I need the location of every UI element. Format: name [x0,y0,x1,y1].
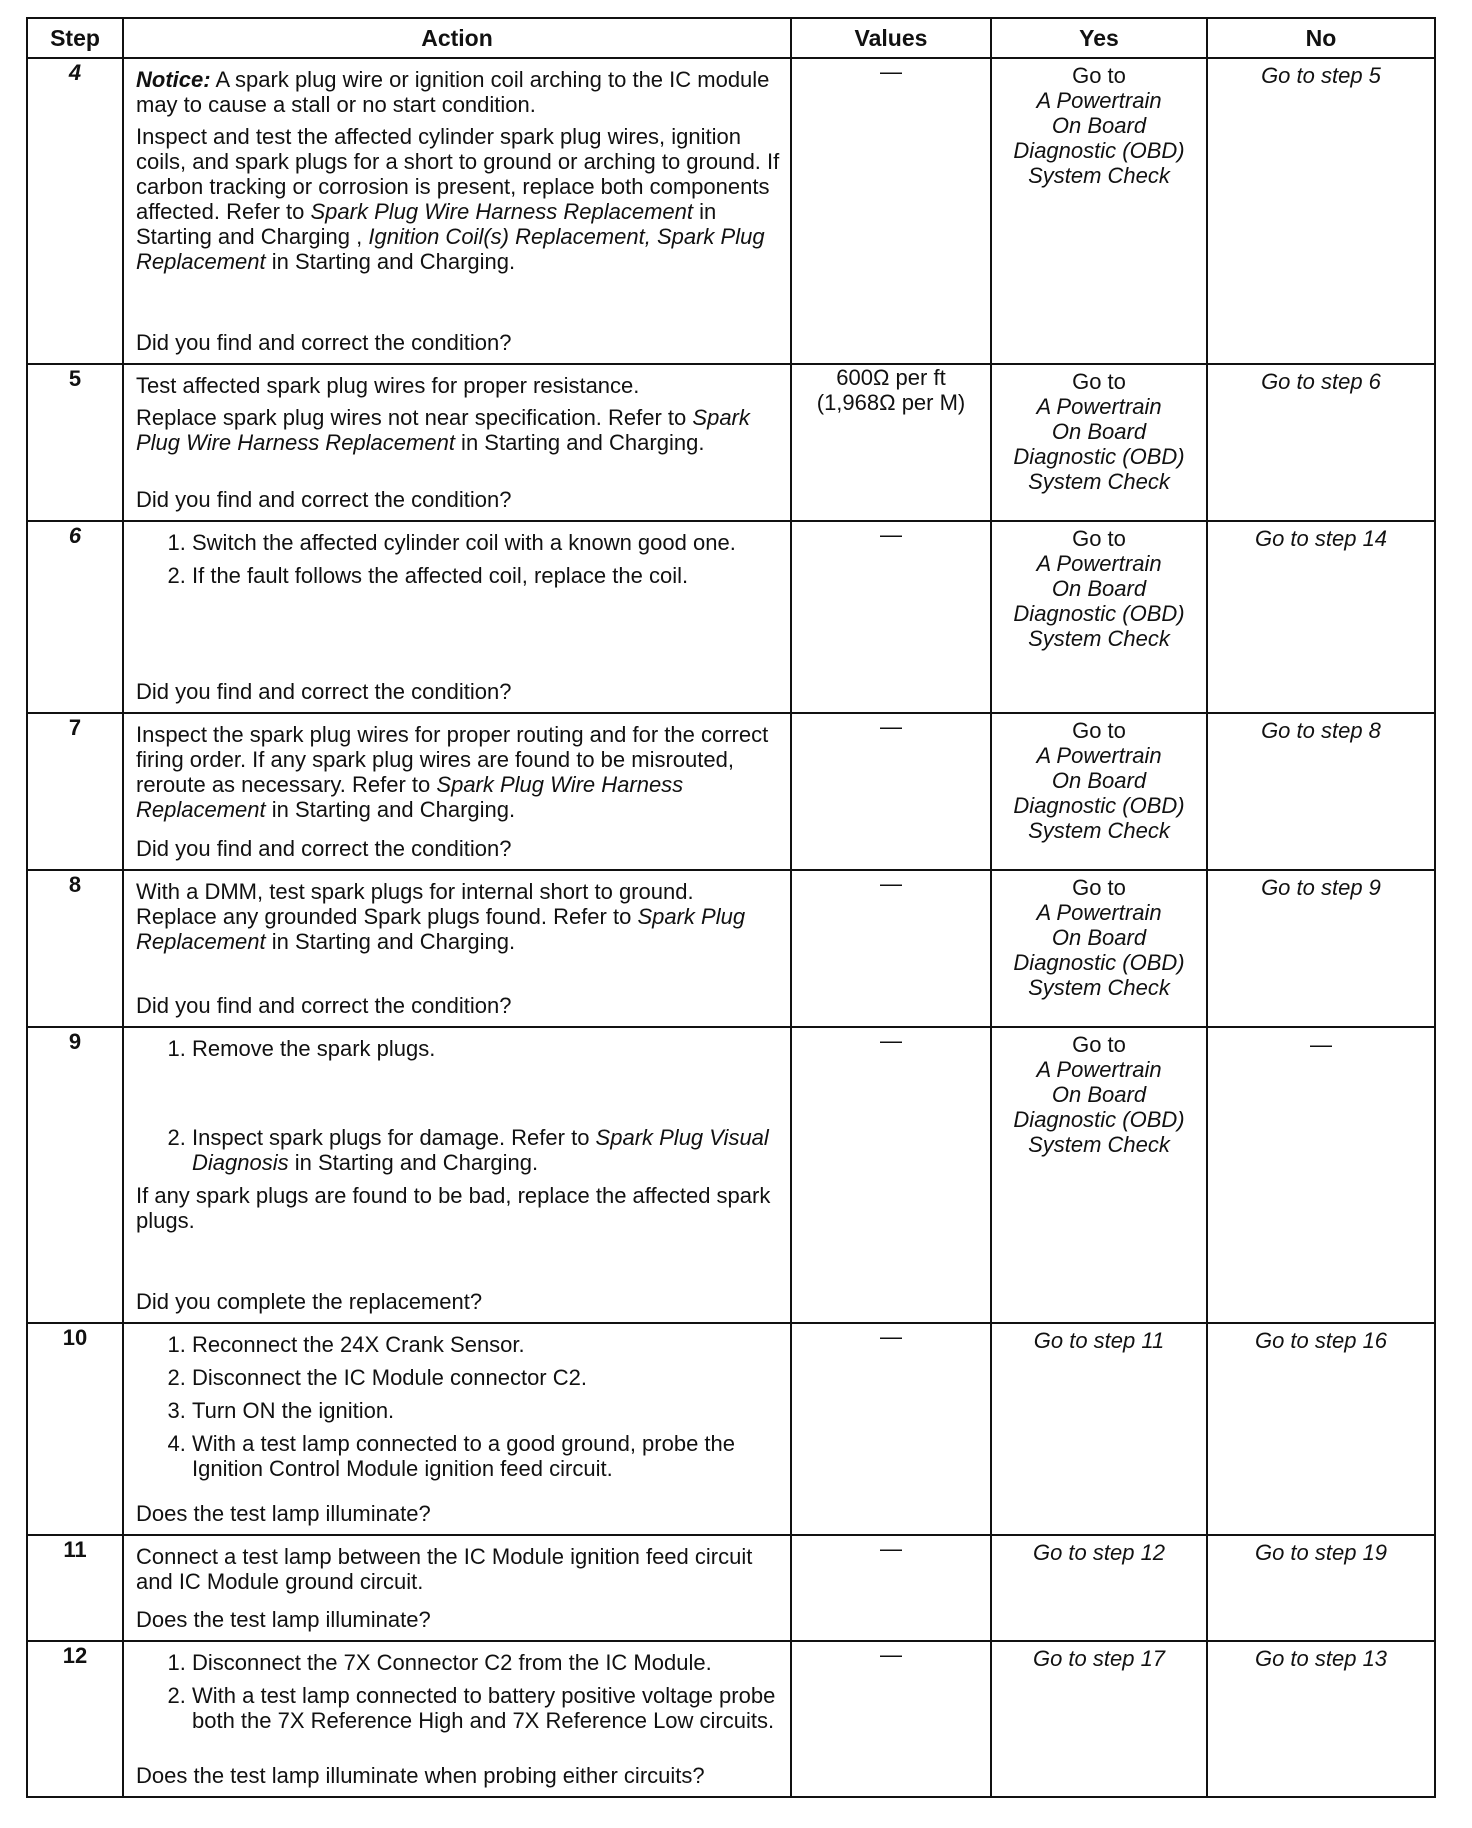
question-text: Did you find and correct the condition? [136,487,512,512]
diagnostic-table [26,17,1436,1798]
yes-goto: Go to [1072,63,1126,88]
yes-target: System Check [1028,163,1170,188]
yes-target: On Board [1051,1082,1147,1107]
header-no: No [1207,18,1435,58]
question-text: Did you find and correct the condition? [136,993,512,1018]
table-row-step-12 [27,1641,1435,1797]
list-item: 4. With a test lamp connected to a good ground, probe the Ignition Control Module ignition feed circuit. [192,1431,780,1481]
table-row-step-5 [27,364,1435,521]
question-text: Does the test lamp illuminate when probing either circuits? [136,1763,705,1788]
table-row-step-11 [27,1535,1435,1641]
notice-label: Notice: [136,67,211,92]
yes-target: A Powertrain [1036,1057,1162,1082]
yes-target: Diagnostic (OBD) [1013,1107,1185,1132]
instruction-text: Replace spark plug wires not near specification. Refer to [136,405,693,430]
no-cell: — [1207,1027,1435,1323]
action-cell [123,1535,791,1641]
yes-goto: Go to [1072,1032,1126,1057]
resistance-value: 600Ω per ft [836,365,946,390]
no-cell: Go to step 9 [1207,870,1435,1027]
step-number: 11 [27,1535,123,1641]
instruction-text: Inspect spark plugs for damage. Refer to [192,1125,596,1150]
values-cell: — [791,713,991,870]
instruction-list [136,1332,780,1489]
instruction-text: Inspect and test the affected cylinder spark plug wires, ignition coils, and spark plugs for a short to ground or arching to ground. If carbon tracking or corrosion is present, replace both components affected. Refer to [136,124,780,224]
question-text: Did you find and correct the condition? [136,836,512,861]
step-number: 5 [27,364,123,521]
yes-cell [991,713,1207,870]
yes-cell [991,870,1207,1027]
values-cell: — [791,521,991,713]
step-number: 6 [27,521,123,713]
step-number: 12 [27,1641,123,1797]
yes-cell: Go to step 17 [991,1641,1207,1797]
action-cell [123,1641,791,1797]
question-text: Does the test lamp illuminate? [136,1501,431,1526]
yes-target: Diagnostic (OBD) [1013,793,1185,818]
header-action: Action [123,18,791,58]
instruction-paragraph [136,722,780,822]
yes-target: On Board [1051,419,1147,444]
yes-target: On Board [1051,925,1147,950]
yes-target: On Board [1051,576,1147,601]
action-cell [123,58,791,364]
yes-target: On Board [1051,768,1147,793]
yes-target: A Powertrain [1036,88,1162,113]
yes-target: A Powertrain [1036,394,1162,419]
yes-target: Diagnostic (OBD) [1013,138,1185,163]
no-cell: Go to step 19 [1207,1535,1435,1641]
table-row-step-8 [27,870,1435,1027]
yes-goto: Go to [1072,718,1126,743]
step-number: 7 [27,713,123,870]
list-item: 2. With a test lamp connected to battery positive voltage probe both the 7X Reference High and 7X Reference Low circuits. [192,1683,780,1733]
action-cell [123,1027,791,1323]
list-item [192,1125,780,1175]
yes-target: Diagnostic (OBD) [1013,950,1185,975]
reference-link: Spark Plug Wire Harness Replacement [310,199,694,224]
header-row [27,18,1435,58]
list-item: 2. Disconnect the IC Module connector C2. [192,1365,780,1390]
yes-goto: Go to [1072,369,1126,394]
reference-link: Spark Plug Visual Diagnosis [192,1125,769,1175]
list-item: 1. Remove the spark plugs. [192,1036,780,1061]
instruction-list [136,1036,780,1175]
action-cell [123,364,791,521]
no-cell: Go to step 14 [1207,521,1435,713]
instruction-paragraph: If any spark plugs are found to be bad, replace the affected spark plugs. [136,1183,771,1233]
question-text: Did you find and correct the condition? [136,330,512,355]
notice-paragraph [136,67,780,117]
action-cell [123,870,791,1027]
yes-goto: Go to [1072,875,1126,900]
instruction-paragraph [136,405,780,455]
yes-target: Diagnostic (OBD) [1013,601,1185,626]
step-number: 4 [27,58,123,364]
no-cell: Go to step 6 [1207,364,1435,521]
action-cell [123,1323,791,1535]
yes-target: System Check [1028,626,1170,651]
values-cell: — [791,1027,991,1323]
yes-cell [991,1027,1207,1323]
notice-text: A spark plug wire or ignition coil arching to the IC module may to cause a stall or no start condition. [136,67,770,117]
instruction-paragraph [136,879,780,954]
yes-target: System Check [1028,818,1170,843]
yes-cell [991,58,1207,364]
list-item: 3. Turn ON the ignition. [192,1398,780,1423]
yes-cell [991,521,1207,713]
reference-link: Spark Plug Wire Harness Replacement [136,772,684,822]
yes-target: A Powertrain [1036,743,1162,768]
table-row-step-9 [27,1027,1435,1323]
question-text: Did you find and correct the condition? [136,679,512,704]
values-cell: — [791,870,991,1027]
step-number: 8 [27,870,123,1027]
list-item: 1. Switch the affected cylinder coil with a known good one. [192,530,780,555]
yes-cell: Go to step 11 [991,1323,1207,1535]
step-number: 9 [27,1027,123,1323]
question-text: Did you complete the replacement? [136,1289,483,1314]
table-row-step-6 [27,521,1435,713]
no-cell: Go to step 16 [1207,1323,1435,1535]
no-cell: Go to step 5 [1207,58,1435,364]
values-cell: — [791,1323,991,1535]
values-cell: — [791,58,991,364]
resistance-value-metric: (1,968Ω per M) [816,390,966,415]
step-number: 10 [27,1323,123,1535]
values-cell [791,364,991,521]
yes-target: System Check [1028,1132,1170,1157]
instruction-paragraph: Test affected spark plug wires for proper resistance. [136,373,640,398]
instruction-list [136,1650,780,1741]
yes-goto: Go to [1072,526,1126,551]
list-item: 1. Disconnect the 7X Connector C2 from the IC Module. [192,1650,780,1675]
reference-link: Spark Plug Replacement [136,904,746,954]
yes-target: On Board [1051,113,1147,138]
instruction-paragraph: Connect a test lamp between the IC Module ignition feed circuit and IC Module ground circuit. [136,1544,753,1594]
no-cell: Go to step 13 [1207,1641,1435,1797]
header-yes: Yes [991,18,1207,58]
instruction-text: in Starting and Charging. [288,1150,539,1175]
yes-target: System Check [1028,469,1170,494]
header-values: Values [791,18,991,58]
action-cell [123,713,791,870]
instruction-text: With a DMM, test spark plugs for internal short to ground. Replace any grounded Spark plugs found. Refer to [136,879,694,929]
instruction-text: in Starting and Charging , [136,199,717,249]
instruction-paragraph [136,124,780,274]
action-cell [123,521,791,713]
yes-target: Diagnostic (OBD) [1013,444,1185,469]
reference-link: Spark Plug Wire Harness Replacement [136,405,750,455]
values-cell: — [791,1535,991,1641]
header-step: Step [27,18,123,58]
instruction-text: Inspect the spark plug wires for proper routing and for the correct firing order. If any spark plug wires are found to be misrouted, reroute as necessary. Refer to [136,722,769,797]
table-row-step-7 [27,713,1435,870]
question-text: Does the test lamp illuminate? [136,1607,431,1632]
table-row-step-4 [27,58,1435,364]
list-item: 1. Reconnect the 24X Crank Sensor. [192,1332,780,1357]
instruction-text: in Starting and Charging. [265,929,516,954]
instruction-list [136,530,780,596]
yes-cell [991,364,1207,521]
instruction-text: in Starting and Charging. [265,249,516,274]
yes-target: A Powertrain [1036,551,1162,576]
yes-target: System Check [1028,975,1170,1000]
list-item: 2. If the fault follows the affected coil, replace the coil. [192,563,780,588]
instruction-text: in Starting and Charging. [454,430,705,455]
yes-target: A Powertrain [1036,900,1162,925]
reference-link: Ignition Coil(s) Replacement, Spark Plug Replacement [136,224,765,274]
yes-cell: Go to step 12 [991,1535,1207,1641]
table-row-step-10 [27,1323,1435,1535]
values-cell: — [791,1641,991,1797]
instruction-text: in Starting and Charging. [265,797,516,822]
no-cell: Go to step 8 [1207,713,1435,870]
